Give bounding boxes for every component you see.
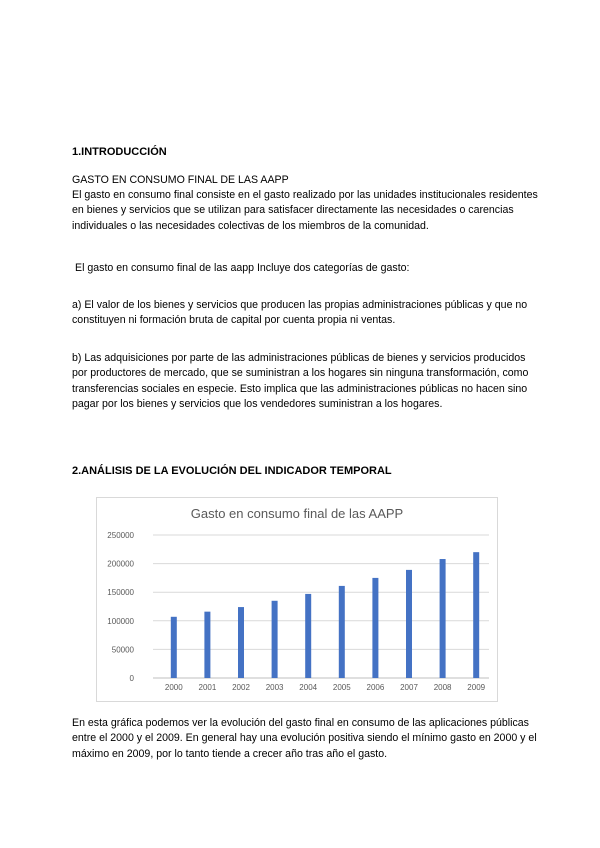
bar-2004 xyxy=(305,594,311,678)
bar-2009 xyxy=(473,552,479,678)
categories-intro: El gasto en consumo final de las aapp Incluye dos categorías de gasto: xyxy=(75,262,410,274)
y-tick-label: 150000 xyxy=(107,588,134,598)
bar-2003 xyxy=(272,601,278,678)
x-tick-label: 2002 xyxy=(232,683,250,692)
bar-2005 xyxy=(339,586,345,678)
intro-heading: 1.INTRODUCCIÓN xyxy=(72,146,167,158)
x-tick-label: 2004 xyxy=(299,683,318,692)
y-tick-label: 250000 xyxy=(107,531,134,540)
chart-container xyxy=(96,497,498,702)
y-tick-label: 200000 xyxy=(107,559,134,569)
bar-2008 xyxy=(440,559,446,678)
y-tick-label: 50000 xyxy=(111,645,134,655)
analysis-heading: 2.ANÁLISIS DE LA EVOLUCIÓN DEL INDICADOR TEMPORAL xyxy=(72,465,392,477)
bar-2006 xyxy=(372,578,378,678)
bar-2007 xyxy=(406,570,412,678)
x-tick-label: 2007 xyxy=(400,683,418,692)
x-tick-label: 2006 xyxy=(366,683,385,692)
bar-2001 xyxy=(204,612,210,678)
x-tick-label: 2003 xyxy=(265,683,284,692)
analysis-conclusion: En esta gráfica podemos ver la evolución del gasto final en consumo de las aplicaciones públicas entre el 2000 y el 2009. En general hay una evolución positiva siendo el mínimo gasto en 2000 y el máximo en 2009, por lo tanto tiende a crecer año tras año el gasto. xyxy=(72,717,537,760)
bar-2000 xyxy=(171,617,177,678)
y-tick-label: 100000 xyxy=(107,616,134,626)
bar-2002 xyxy=(238,607,244,678)
x-tick-label: 2005 xyxy=(332,683,351,692)
bar-chart xyxy=(97,498,497,701)
category-a: a) El valor de los bienes y servicios que producen las propias administraciones públicas y que no constituyen ni formación bruta de capital por cuenta propia ni ventas. xyxy=(72,299,528,327)
category-b: b) Las adquisiciones por parte de las administraciones públicas de bienes y servicios producidos por productores de mercado, que se suministran a los hogares sin ninguna transformación, como transferencias sociales en especie. Esto implica que las administraciones públicas no hacen sino pagar por los bienes y servicios que los vendedores suministran a los hogares. xyxy=(72,352,529,411)
chart-title: Gasto en consumo final de las AAPP xyxy=(190,506,404,521)
y-tick-label: 0 xyxy=(129,674,134,683)
x-tick-label: 2009 xyxy=(467,683,486,692)
intro-subtitle: GASTO EN CONSUMO FINAL DE LAS AAPP xyxy=(72,174,289,186)
x-tick-label: 2008 xyxy=(433,683,452,692)
x-tick-label: 2001 xyxy=(198,683,217,692)
x-tick-label: 2000 xyxy=(164,683,183,692)
intro-paragraph: El gasto en consumo final consiste en el gasto realizado por las unidades institucionales residentes en bienes y servicios que se utilizan para satisfacer directamente las necesidades o carencias individuales o las necesidades colectivas de los miembros de la comunidad. xyxy=(72,189,538,232)
